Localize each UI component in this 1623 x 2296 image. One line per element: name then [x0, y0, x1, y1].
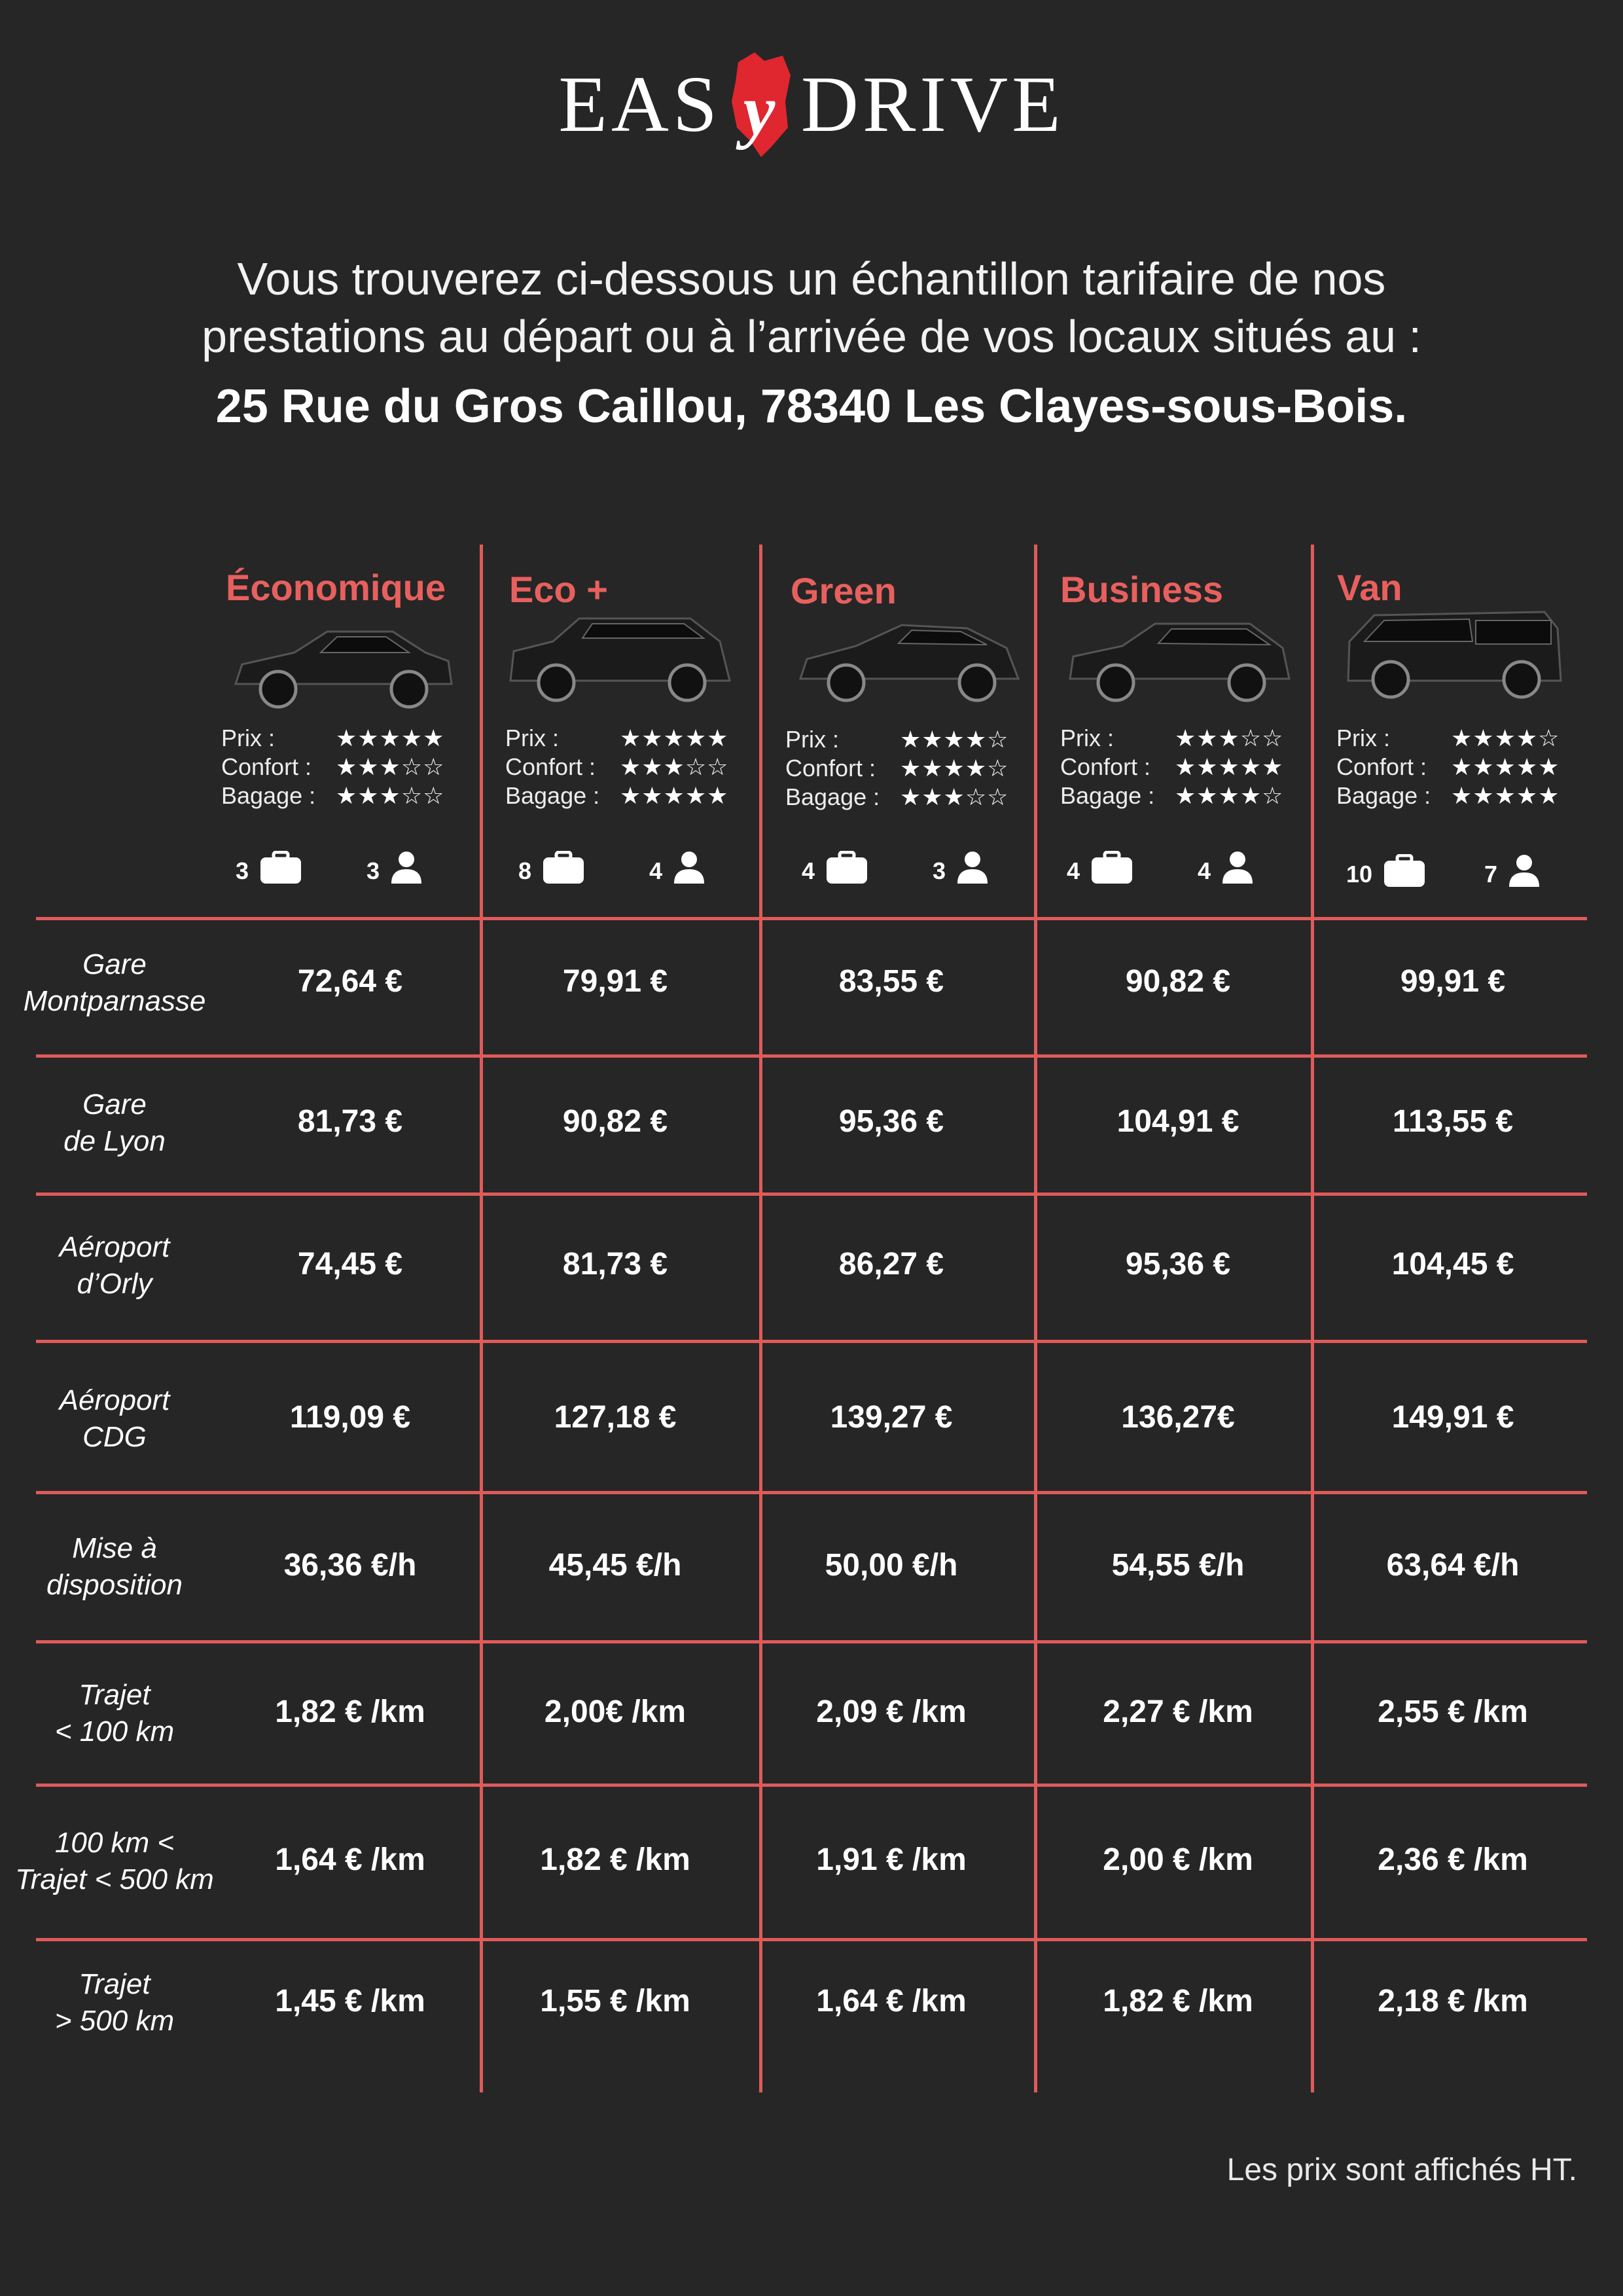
row-label-line: Trajet < 500 km	[15, 1863, 214, 1895]
footnote: Les prix sont affichés HT.	[1226, 2153, 1577, 2187]
price-cell: 127,18 €	[554, 1400, 677, 1435]
passenger-capacity	[933, 851, 989, 891]
price-cell: 72,64 €	[297, 964, 403, 999]
person-icon	[1497, 854, 1541, 894]
price-cell: 1,64 € /km	[816, 1984, 967, 2018]
rating-label: Confort :	[1060, 753, 1151, 780]
person-icon	[946, 851, 989, 891]
price-cell: 139,27 €	[830, 1400, 953, 1435]
star-rating-icon: ★★★☆☆	[1175, 725, 1284, 751]
luggage-capacity	[518, 851, 585, 891]
passenger-capacity	[1198, 851, 1254, 891]
row-label	[10, 1229, 219, 1302]
rating-row	[785, 725, 1008, 754]
luggage-capacity	[1067, 851, 1133, 891]
row-label-line: Trajet	[79, 1968, 151, 2000]
price-cell: 95,36 €	[838, 1104, 944, 1139]
class-name: Green	[791, 570, 897, 611]
price-cell: 2,18 € /km	[1378, 1984, 1528, 2018]
price-cell: 81,73 €	[562, 1247, 668, 1282]
rating-row	[785, 754, 1008, 783]
price-cell: 86,27 €	[838, 1247, 944, 1282]
price-cell: 83,55 €	[838, 964, 944, 999]
suitcase-icon	[249, 851, 302, 891]
passenger-count: 3	[933, 857, 946, 884]
price-cell: 113,55 €	[1392, 1104, 1514, 1139]
rating-row	[1336, 781, 1560, 810]
rating-label: Prix :	[1060, 725, 1115, 751]
person-icon	[662, 851, 705, 891]
star-rating-icon: ★★★☆☆	[900, 783, 1009, 810]
passenger-count: 7	[1484, 860, 1498, 888]
person-icon	[1211, 851, 1254, 891]
passenger-capacity	[1484, 854, 1541, 894]
price-cell: 90,82 €	[1125, 964, 1231, 999]
row-label-line: CDG	[82, 1421, 147, 1453]
class-name: Économique	[226, 567, 446, 608]
suitcase-icon	[815, 851, 868, 891]
price-cell: 2,00 € /km	[1103, 1842, 1253, 1877]
row-label	[10, 1966, 219, 2039]
price-cell: 50,00 €/h	[825, 1548, 958, 1583]
star-rating-icon: ★★★★★	[1451, 753, 1560, 780]
suitcase-icon	[531, 851, 585, 891]
star-rating-icon: ★★★★☆	[900, 726, 1009, 753]
luggage-capacity	[1346, 854, 1426, 894]
row-label-line: Mise à	[72, 1532, 157, 1564]
map-pin-logo-mark	[725, 49, 797, 160]
suitcase-icon	[1372, 854, 1426, 894]
row-label	[10, 1086, 219, 1160]
brand-text-left: EAS	[558, 60, 721, 149]
rating-row	[221, 724, 444, 753]
price-cell: 63,64 €/h	[1386, 1548, 1520, 1583]
row-divider	[36, 1640, 1587, 1643]
price-cell: 1,64 € /km	[275, 1842, 425, 1877]
star-rating-icon: ★★★★★	[1175, 753, 1284, 780]
intro-line-2: prestations au départ ou à l’arrivée de vos locaux situés au :	[202, 311, 1421, 362]
electric-car-icon	[791, 605, 1026, 713]
star-rating-icon: ★★★★★	[1451, 782, 1560, 809]
row-label-line: Trajet	[79, 1679, 151, 1711]
luggage-capacity	[802, 851, 868, 891]
rating-label: Bagage :	[221, 782, 316, 809]
passenger-count: 3	[366, 857, 380, 884]
rating-row	[1336, 724, 1560, 753]
rating-label: Confort :	[1336, 753, 1427, 780]
row-label-line: < 100 km	[54, 1715, 175, 1748]
star-rating-icon: ★★★☆☆	[336, 782, 445, 809]
row-label-line: d’Orly	[77, 1268, 152, 1300]
row-label	[10, 1530, 219, 1604]
rating-row	[221, 781, 444, 810]
star-rating-icon: ★★★★★	[620, 782, 729, 809]
class-ratings	[221, 724, 444, 810]
passenger-count: 4	[649, 857, 663, 884]
price-cell: 2,55 € /km	[1378, 1695, 1528, 1729]
rating-label: Bagage :	[1060, 782, 1155, 809]
rating-row	[1336, 753, 1560, 781]
row-label-line: Gare	[82, 948, 147, 980]
suitcase-icon	[1080, 851, 1133, 891]
price-cell: 119,09 €	[289, 1400, 411, 1435]
price-cell: 1,91 € /km	[816, 1842, 967, 1877]
price-cell: 2,00€ /km	[544, 1695, 687, 1729]
estate-car-icon	[1060, 605, 1296, 713]
star-rating-icon: ★★★☆☆	[620, 753, 729, 780]
row-label-line: Aéroport	[59, 1384, 170, 1416]
suv-car-icon	[501, 605, 736, 713]
rating-label: Confort :	[785, 755, 876, 781]
price-cell: 45,45 €/h	[548, 1548, 682, 1583]
luggage-count: 3	[236, 857, 249, 884]
row-label-line: Aéroport	[59, 1231, 170, 1263]
price-cell: 2,27 € /km	[1103, 1695, 1253, 1729]
passenger-capacity	[366, 851, 423, 891]
row-label-line: Montparnasse	[23, 985, 206, 1017]
rating-label: Bagage :	[505, 782, 600, 809]
price-cell: 1,82 € /km	[1103, 1984, 1253, 2018]
rating-label: Bagage :	[785, 783, 880, 810]
price-cell: 99,91 €	[1400, 964, 1506, 999]
van-icon	[1335, 602, 1571, 710]
rating-row	[505, 724, 728, 753]
price-cell: 1,82 € /km	[275, 1695, 425, 1729]
luggage-count: 8	[518, 857, 532, 884]
rating-row	[505, 753, 728, 781]
row-label	[10, 1382, 219, 1456]
row-divider	[36, 1784, 1587, 1787]
price-cell: 95,36 €	[1125, 1247, 1231, 1282]
price-cell: 90,82 €	[562, 1104, 668, 1139]
price-cell: 79,91 €	[562, 964, 668, 999]
price-cell: 149,91 €	[1391, 1400, 1514, 1435]
class-ratings	[785, 725, 1008, 812]
passenger-capacity	[649, 851, 705, 891]
row-divider	[36, 1938, 1587, 1941]
column-divider	[1034, 545, 1037, 2092]
star-rating-icon: ★★★★☆	[1451, 725, 1560, 751]
column-divider	[1311, 545, 1314, 2092]
rating-label: Prix :	[221, 725, 276, 751]
rating-label: Prix :	[505, 725, 560, 751]
rating-row	[221, 753, 444, 781]
rating-row	[1060, 753, 1283, 781]
luggage-capacity	[236, 851, 302, 891]
price-cell: 2,09 € /km	[816, 1695, 967, 1729]
class-name: Business	[1060, 569, 1223, 610]
row-label	[10, 1677, 219, 1750]
star-rating-icon: ★★★★☆	[1175, 782, 1284, 809]
row-divider	[36, 917, 1587, 920]
row-label-line: de Lyon	[63, 1125, 166, 1157]
rating-label: Confort :	[505, 753, 596, 780]
class-ratings	[505, 724, 728, 810]
rating-label: Bagage :	[1336, 782, 1431, 809]
row-divider	[36, 1193, 1587, 1196]
rating-label: Prix :	[1336, 725, 1391, 751]
price-cell: 2,36 € /km	[1378, 1842, 1528, 1877]
star-rating-icon: ★★★★☆	[900, 755, 1009, 781]
star-rating-icon: ★★★★★	[620, 725, 729, 751]
row-divider	[36, 1054, 1587, 1058]
rating-label: Confort :	[221, 753, 312, 780]
price-cell: 1,82 € /km	[540, 1842, 690, 1877]
brand-logo	[0, 46, 1623, 164]
rating-label: Prix :	[785, 726, 840, 753]
rating-row	[1060, 781, 1283, 810]
luggage-count: 4	[1067, 857, 1080, 884]
price-cell: 104,91 €	[1116, 1104, 1240, 1139]
class-name: Van	[1337, 567, 1402, 608]
row-label-line: disposition	[46, 1569, 183, 1601]
price-cell: 74,45 €	[297, 1247, 403, 1282]
class-ratings	[1060, 724, 1283, 810]
brand-text-middle: y	[743, 70, 779, 150]
price-cell: 54,55 €/h	[1111, 1548, 1245, 1583]
rating-row	[505, 781, 728, 810]
luggage-count: 4	[802, 857, 815, 884]
passenger-count: 4	[1198, 857, 1211, 884]
class-name: Eco +	[509, 569, 608, 610]
row-label-line: > 500 km	[54, 2005, 175, 2037]
row-divider	[36, 1491, 1587, 1494]
row-label-line: Gare	[82, 1088, 147, 1121]
address: 25 Rue du Gros Caillou, 78340 Les Clayes-sous-Bois.	[215, 380, 1408, 433]
star-rating-icon: ★★★☆☆	[336, 753, 445, 780]
star-rating-icon: ★★★★★	[336, 725, 445, 751]
brand-text-right: DRIVE	[800, 60, 1065, 149]
rating-row	[1060, 724, 1283, 753]
row-label	[10, 946, 219, 1020]
person-icon	[380, 851, 423, 891]
row-label-line: 100 km <	[54, 1827, 175, 1859]
price-cell: 81,73 €	[297, 1104, 403, 1139]
intro-line-1: Vous trouverez ci-dessous un échantillon tarifaire de nos	[237, 253, 1386, 304]
luggage-count: 10	[1346, 860, 1373, 888]
price-cell: 1,45 € /km	[275, 1984, 425, 2018]
price-cell: 104,45 €	[1391, 1247, 1514, 1282]
price-cell: 136,27€	[1121, 1400, 1235, 1435]
rating-row	[785, 783, 1008, 812]
price-cell: 1,55 € /km	[540, 1984, 690, 2018]
sedan-car-icon	[223, 612, 458, 720]
row-divider	[36, 1340, 1587, 1343]
row-label	[10, 1825, 219, 1898]
class-ratings	[1336, 724, 1560, 810]
price-cell: 36,36 €/h	[283, 1548, 417, 1583]
